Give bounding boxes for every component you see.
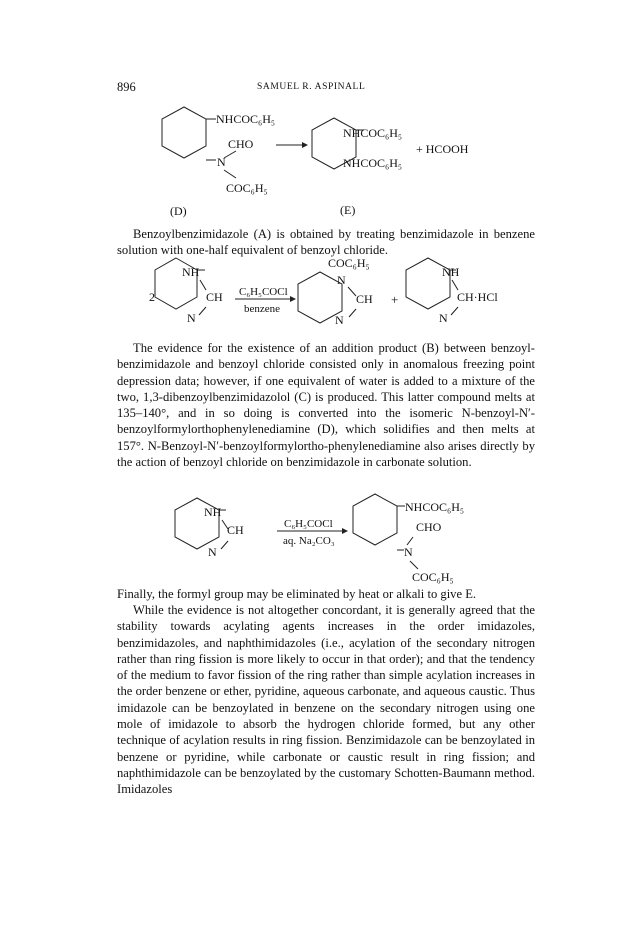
arrow-head-3 [342, 528, 348, 534]
solvent-label: benzene [244, 303, 281, 315]
product-n-1: N [337, 273, 346, 287]
paragraph-stability-order: While the evidence is not altogether concordant, it is generally agreed that the stability towards acylating agents increases in the order imidazoles, benzimidazoles, and naphthimidazoles (i.e., acylation of the secondary nitrogen rather than ring fission is more likely to occur in that order); and that the tendency of the medium to favor fission of the ring rather than simple acylation increases in the order benzene or ether, pyridine, aqueous carbonate, and aqueous caustic. Thus imidazole can be benzoylated in benzene on the secondary nitrogen using one mole of imidazole to absorb the hydrogen chloride formed, but any other technique of acylation results in ring fission. Benzimidazole can be benzoylated in benzene or pyridine, while carbonate or caustic result in ring fission; and naphthimidazole can be benzoylated by the customary Schotten-Baumann method. Imidazoles [117, 603, 535, 797]
ch-group-2: CH [227, 523, 244, 537]
product-substituent-top: COC₆H₅ [328, 256, 370, 270]
product-n-3: N [404, 545, 413, 559]
plus-sign: + [391, 292, 399, 307]
salt-nh-group: NH [442, 265, 460, 279]
e-substituent-1: NHCOC₆H₅ [343, 126, 403, 140]
page-number: 896 [117, 80, 136, 94]
compound-label-e: (E) [340, 203, 356, 217]
d-substituent-2: CHO [228, 137, 254, 151]
product-substituent-2: CHO [416, 520, 442, 534]
nh-group-2: NH [204, 505, 222, 519]
stoichiometric-coefficient: 2 [149, 290, 155, 304]
running-title: SAMUEL R. ASPINALL [257, 82, 366, 92]
e-substituent-2: NHCOC₆H₅ [343, 156, 403, 170]
product-substituent-3: COC₆H₅ [412, 570, 454, 584]
reagent-benzoyl-chloride-2: C₆H₅COCl [284, 518, 333, 530]
compound-label-d: (D) [170, 204, 187, 218]
ch-group: CH [206, 290, 223, 304]
d-substituent-1: NHCOC₆H₅ [216, 112, 276, 126]
nh-group: NH [182, 265, 200, 279]
product-substituent-1: NHCOC₆H₅ [405, 500, 465, 514]
ring-product-2 [353, 494, 397, 545]
paragraph-addition-product: The evidence for the existence of an addition product (B) between benzoyl-benzimidazole and benzoyl chloride consisted only in anomalous freezing point depression data; however, if one equivalent of water is added to a mixture of the two, 1,3-dibenzoylbenzimidazolol (C) is produced. This latter compound melts at 135–140°, and in so doing is converted into the isomeric N-benzoyl-N′-benzoylformylorthophenylenediamine (D), which solidifies and then melts at 157°. N-Benzoyl-N′-benzoylformylortho-phenylenediamine also arises directly by the action of benzoyl chloride on benzimidazole in carbonate solution. [117, 341, 535, 470]
n-atom-2: N [208, 545, 217, 559]
product-ch: CH [356, 292, 373, 306]
product-n-2: N [335, 313, 344, 327]
salt-n-atom: N [439, 311, 448, 325]
paragraph-benzoylbenzimidazole: Benzoylbenzimidazole (A) is obtained by treating benzimidazole in benzene solution with one-half equivalent of benzoyl chloride. [117, 227, 535, 258]
d-substituent-3: COC₆H₅ [226, 181, 268, 195]
conditions-aqueous-carbonate: aq. Na₂CO₃ [283, 535, 335, 547]
reagent-benzoyl-chloride: C₆H₅COCl [239, 286, 288, 298]
paragraph-formyl-elimination: Finally, the formyl group may be eliminated by heat or alkali to give E. [117, 587, 477, 601]
n-atom: N [187, 311, 196, 325]
salt-ch-hcl: CH·HCl [457, 290, 498, 304]
d-nitrogen: N [217, 155, 226, 169]
byproduct-formic-acid: + HCOOH [416, 142, 469, 156]
